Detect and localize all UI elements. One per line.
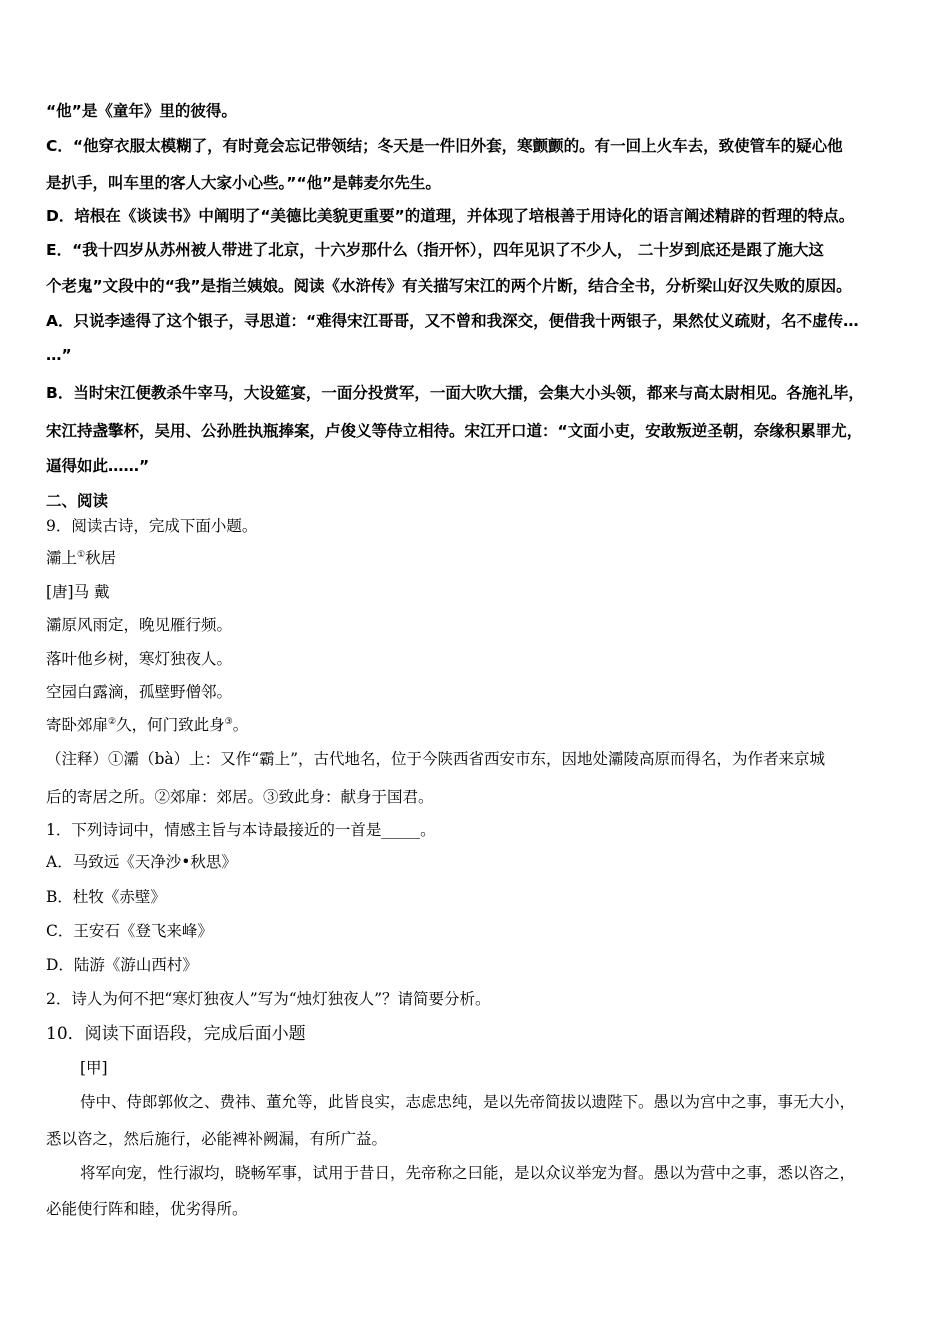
question-line: 1．下列诗词中，情感主旨与本诗最接近的一首是_____。 — [46, 821, 436, 839]
text-line: A．只说李逵得了这个银子，寻思道：“难得宋江哥哥，又不曾和我深交，便借我十两银子，果然仗义疏财，名不虚传… — [46, 312, 859, 330]
passage-line: 将军向宠，性行淑均，晓畅军事，试用于昔日，先帝称之曰能，是以众议举宠为督。愚以为营中之事，悉以咨之， — [80, 1164, 856, 1182]
question-line: 2．诗人为何不把“寒灯独夜人”写为“烛灯独夜人”？请简要分析。 — [46, 990, 491, 1008]
annotation-line: （注释）①灞（bà）上：又作“霸上”，古代地名，位于今陕西省西安市东，因地处灞陵高原而得名，为作者来京城 — [46, 750, 826, 768]
question-heading: 9．阅读古诗，完成下面小题。 — [46, 517, 258, 535]
poem-line: 空园白露滴，孤壁野僧邻。 — [46, 683, 233, 701]
option-line: C．王安石《登飞来峰》 — [46, 922, 213, 940]
text-line: E．“我十四岁从苏州被人带进了北京，十六岁那什么（指开怀），四年见识了不少人， 二十岁到底还是跟了施大这 — [46, 241, 824, 259]
option-line: A．马致远《天净沙•秋思》 — [46, 853, 237, 871]
poem-title: 灞上①秋居 — [46, 549, 117, 567]
passage-line: 侍中、侍郎郭攸之、费祎、董允等，此皆良实，志虑忠纯，是以先帝简拔以遗陛下。愚以为宫中之事，事无大小， — [80, 1093, 856, 1111]
option-line: D．陆游《游山西村》 — [46, 956, 198, 974]
text-line: 是扒手，叫车里的客人大家小心些。”“他”是韩麦尔先生。 — [46, 174, 441, 192]
text-line: 宋江持盏擎杯，吴用、公孙胜执瓶捧案，卢俊义等侍立相待。宋江开口道：“文面小吏，安敢叛逆圣朝，奈缘积累罪尤， — [46, 422, 863, 440]
poem-line: 寄卧郊扉②久，何门致此身③。 — [46, 716, 249, 734]
option-line: B．杜牧《赤壁》 — [46, 888, 166, 906]
text-line: B．当时宋江便教杀牛宰马，大设筵宴，一面分投赏军，一面大吹大擂，会集大小头领，都来与高太尉相见。各施礼毕， — [46, 384, 864, 402]
text-line: 个老鬼”文段中的“我”是指兰姨娘。阅读《水浒传》有关描写宋江的两个片断，结合全书，分析梁山好汉失败的原因。 — [46, 277, 852, 295]
question-heading: 10．阅读下面语段，完成后面小题 — [46, 1024, 306, 1044]
poem-line: 灞原风雨定，晚见雁行频。 — [46, 616, 233, 634]
text-line: “他”是《童年》里的彼得。 — [46, 102, 237, 120]
text-line: C．“他穿衣服太模糊了，有时竟会忘记带领结；冬天是一件旧外套，寒颤颤的。有一回上火车去，致使管车的疑心他 — [46, 137, 843, 155]
text-label: [甲] — [80, 1059, 108, 1077]
annotation-line: 后的寄居之所。②郊扉：郊居。③致此身：献身于国君。 — [46, 788, 434, 806]
text-line: 逼得如此……” — [46, 457, 150, 475]
text-line: D．培根在《谈读书》中阐明了“美德比美貌更重要”的道理，并体现了培根善于用诗化的语言阐述精辟的哲理的特点。 — [46, 207, 855, 225]
passage-line: 必能使行阵和睦，优劣得所。 — [46, 1200, 248, 1218]
passage-line: 悉以咨之，然后施行，必能裨补阙漏，有所广益。 — [46, 1130, 388, 1148]
poem-author: [唐]马 戴 — [46, 583, 110, 601]
section-heading: 二、阅读 — [46, 492, 109, 510]
text-line: …” — [46, 346, 72, 364]
poem-line: 落叶他乡树，寒灯独夜人。 — [46, 650, 233, 668]
